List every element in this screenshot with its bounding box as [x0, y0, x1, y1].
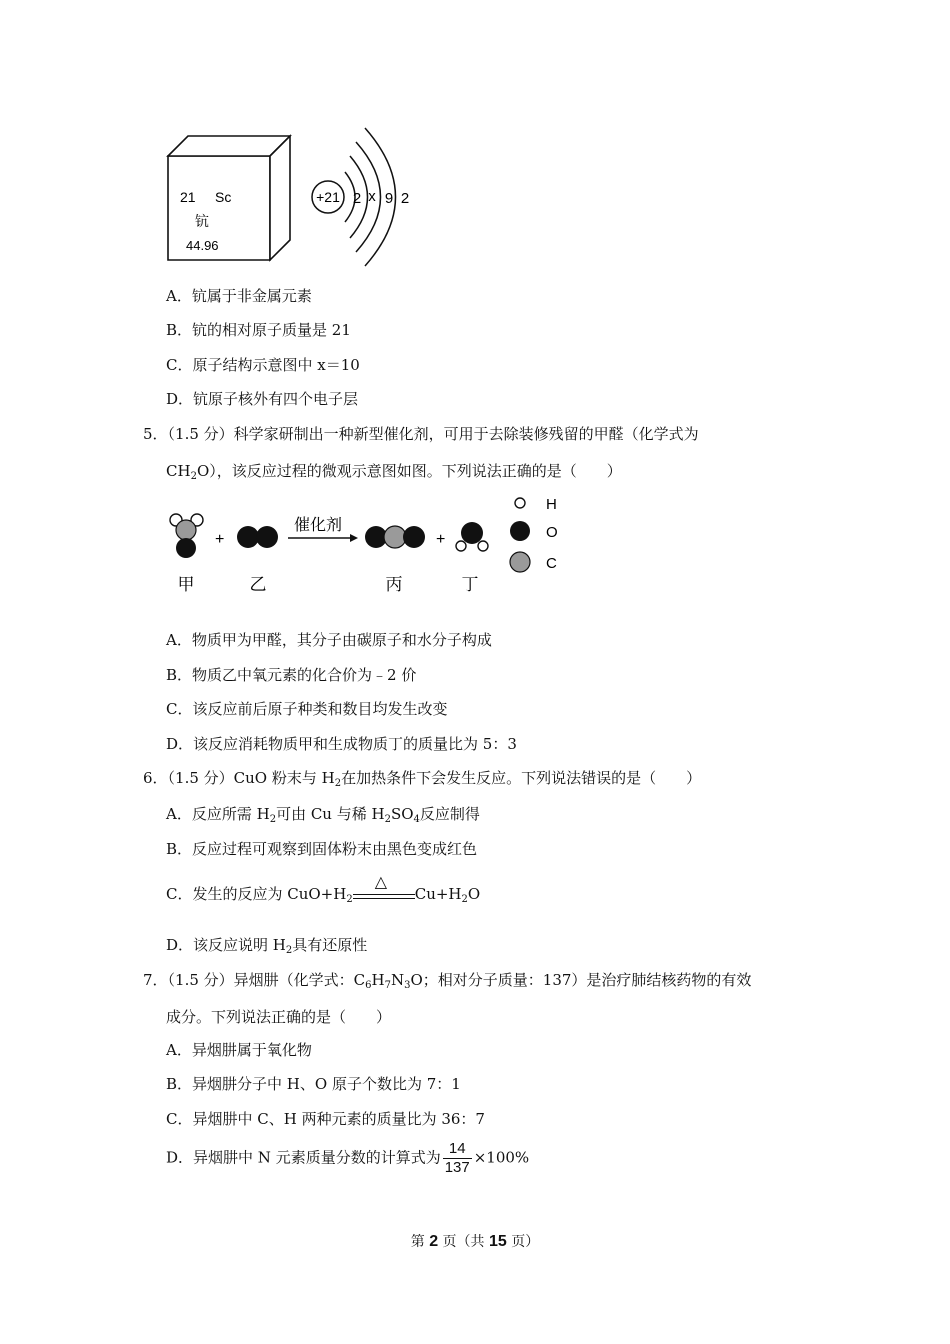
q7-stem-sub: 6	[365, 980, 372, 991]
molecule-bing	[365, 526, 425, 548]
label-bing: 丙	[385, 575, 403, 594]
q6-c-part: Cu+H	[414, 885, 462, 903]
label-yi: 乙	[249, 575, 267, 594]
legend-h-atom	[515, 498, 525, 508]
reaction-diagram	[160, 490, 580, 600]
legend-h-label: H	[546, 496, 557, 513]
q6-option-b[interactable]: B．反应过程可观察到固体粉末由黑色变成红色	[166, 840, 478, 858]
q6-option-c[interactable]	[166, 872, 481, 905]
q4-option-a[interactable]: A．钪属于非金属元素	[166, 287, 312, 305]
mass-fraction	[443, 1140, 472, 1177]
page-number: 2	[429, 1233, 439, 1250]
q6-stem	[143, 767, 701, 789]
q6-option-a[interactable]	[166, 803, 480, 825]
q5-option-b[interactable]: B．物质乙中氧元素的化合价为﹣2 价	[166, 666, 417, 684]
q7-d-text: D．异烟肼中 N 元素质量分数的计算式为	[166, 1148, 441, 1167]
atom-legend	[510, 496, 558, 572]
q6-a-part: SO	[390, 805, 414, 823]
equals-line-bottom	[353, 898, 415, 899]
q7-score: （1.5 分）	[167, 971, 234, 989]
q5-formula-part: CH	[166, 462, 191, 480]
q6-d-part: 具有还原性	[292, 936, 368, 954]
q6-a-sub: 4	[413, 814, 420, 825]
q6-a-part: A．反应所需 H	[166, 805, 270, 823]
q6-d-part: D．该反应说明 H	[166, 936, 286, 954]
nucleus-charge: +21	[316, 189, 340, 205]
q7-stem-part: O；相对分子质量：137）是治疗肺结核药物的有效	[410, 971, 752, 989]
legend-o-label: O	[546, 524, 558, 541]
atom-h	[456, 541, 466, 551]
q6-a-part: 可由 Cu 与稀 H	[276, 805, 385, 823]
q6-a-sub: 2	[269, 814, 277, 825]
fraction-denominator: 137	[444, 1159, 470, 1176]
atom-c	[176, 520, 196, 540]
q7-stem-part: 异烟肼（化学式：C	[233, 971, 366, 989]
q7-stem-sub: 3	[404, 980, 411, 991]
legend-o-atom	[510, 521, 530, 541]
total-pages: 15	[489, 1233, 507, 1250]
q7-stem-sub: 7	[384, 980, 391, 991]
q6-option-d[interactable]	[166, 934, 367, 956]
atom-h	[478, 541, 488, 551]
legend-c-atom	[510, 552, 530, 572]
q5-stem-line-2	[166, 460, 622, 482]
q7-option-c[interactable]: C．异烟肼中 C、H 两种元素的质量比为 36：7	[166, 1110, 485, 1128]
page-footer	[0, 1231, 950, 1251]
footer-prefix: 第	[410, 1234, 430, 1250]
equals-line-top	[353, 894, 415, 895]
label-jia: 甲	[177, 575, 195, 594]
q7-stem-line-2: 成分。下列说法正确的是（ ）	[166, 1008, 392, 1026]
atomic-number: 21	[180, 189, 196, 205]
q7-d-percent: ×100%	[473, 1148, 530, 1167]
q5-stem-rest: ），该反应过程的微观示意图如图。下列说法正确的是（ ）	[209, 462, 622, 480]
scandium-figure	[160, 120, 430, 275]
atom-c	[384, 526, 406, 548]
atom-o	[237, 526, 259, 548]
element-symbol: Sc	[215, 189, 232, 205]
shell-3-count: 9	[384, 190, 394, 207]
q4-option-d[interactable]: D．钪原子核外有四个电子层	[166, 390, 359, 408]
arrow-label: 催化剂	[293, 517, 343, 534]
q5-number: 5．	[143, 425, 168, 443]
q7-option-d[interactable]	[166, 1140, 529, 1177]
q5-option-a[interactable]: A．物质甲为甲醛，其分子由碳原子和水分子构成	[166, 631, 492, 649]
q6-c-sub: 2	[346, 894, 353, 905]
q6-d-sub: 2	[285, 945, 293, 956]
footer-suffix: 页）	[506, 1234, 540, 1250]
q7-option-b[interactable]: B．异烟肼分子中 H、O 原子个数比为 7：1	[166, 1075, 461, 1093]
q6-c-part: O	[467, 885, 481, 903]
element-tile	[168, 136, 290, 260]
q5-option-c[interactable]: C．该反应前后原子种类和数目均发生改变	[166, 700, 448, 718]
q6-a-part: 反应制得	[419, 805, 480, 823]
heat-triangle-icon: △	[374, 872, 388, 891]
label-ding: 丁	[461, 575, 479, 594]
shell-4-count: 2	[400, 190, 410, 207]
atom-o	[461, 522, 483, 544]
fraction-numerator: 14	[443, 1140, 472, 1159]
footer-middle: 页（共	[438, 1234, 489, 1250]
q7-stem-part: N	[391, 971, 405, 989]
shell-1-count: 2	[352, 190, 362, 207]
atomic-mass: 44.96	[186, 238, 219, 253]
q4-option-b[interactable]: B．钪的相对原子质量是 21	[166, 321, 351, 339]
plus-sign: +	[215, 531, 225, 548]
element-name: 钪	[195, 213, 209, 229]
q6-stem-part: 在加热条件下会发生反应。下列说法错误的是（ ）	[341, 769, 702, 787]
q6-c-part: C．发生的反应为 CuO+H	[166, 885, 347, 903]
molecule-yi	[237, 526, 278, 548]
q6-c-sub: 2	[461, 894, 468, 905]
legend-c-label: C	[546, 555, 557, 572]
plus-sign: +	[436, 531, 446, 548]
q5-formula-part: O	[196, 462, 210, 480]
q5-stem-line-1	[143, 423, 699, 444]
reaction-condition-sign	[353, 872, 415, 904]
q6-stem-part: CuO 粉末与 H	[233, 769, 335, 787]
atom-o	[403, 526, 425, 548]
q5-formula-sub: 2	[190, 471, 197, 482]
atom-o	[256, 526, 278, 548]
q7-number: 7．	[143, 971, 168, 989]
atom-structure	[312, 128, 409, 266]
molecule-ding	[456, 522, 488, 551]
q7-option-a[interactable]: A．异烟肼属于氧化物	[166, 1041, 312, 1059]
q5-stem-text: 科学家研制出一种新型催化剂，可用于去除装修残留的甲醛（化学式为	[233, 425, 699, 443]
shell-2-count: x	[368, 188, 376, 205]
q6-stem-sub: 2	[334, 778, 342, 789]
q7-stem-line-1	[143, 969, 751, 991]
molecule-jia	[170, 514, 203, 558]
q6-a-sub: 2	[384, 814, 391, 825]
q6-score: （1.5 分）	[167, 769, 234, 787]
q6-number: 6．	[143, 769, 168, 787]
q5-option-d[interactable]: D．该反应消耗物质甲和生成物质丁的质量比为 5：3	[166, 735, 517, 753]
q5-score: （1.5 分）	[167, 425, 234, 443]
atom-o	[176, 538, 196, 558]
q4-option-c[interactable]: C．原子结构示意图中 x＝10	[166, 356, 360, 374]
arrow-head	[350, 534, 358, 542]
q7-stem-part: H	[371, 971, 385, 989]
